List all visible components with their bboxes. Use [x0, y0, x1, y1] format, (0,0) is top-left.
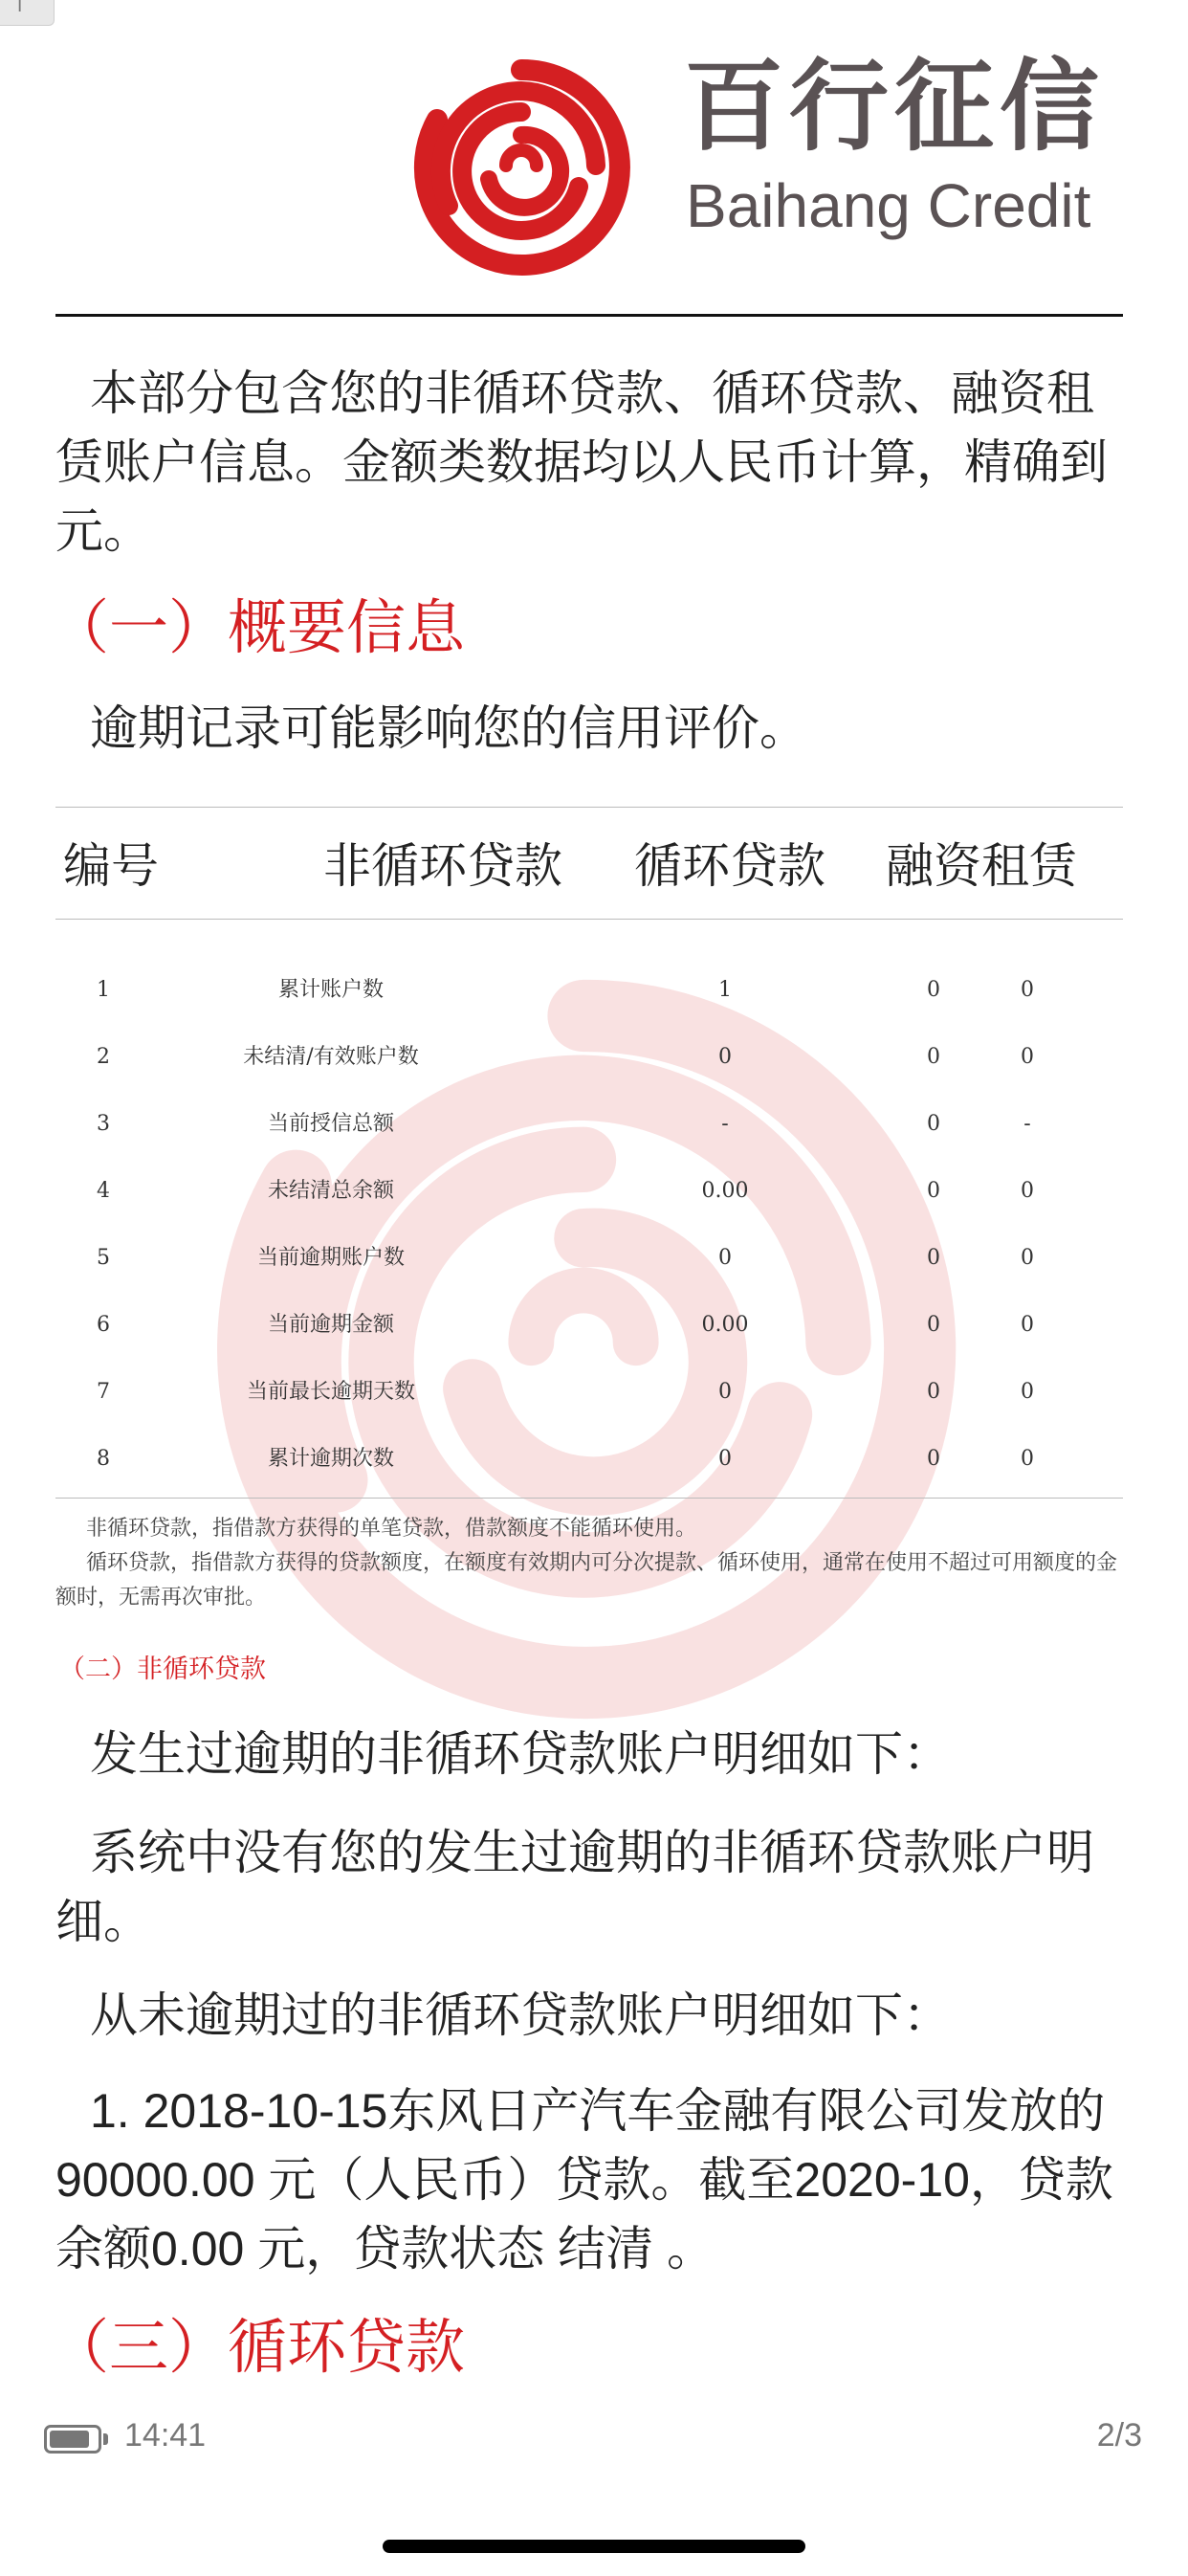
value-leasing: 0	[1021, 1447, 1034, 1471]
value-revolving: 0	[927, 1447, 940, 1471]
table-row	[55, 1024, 1123, 1091]
value-revolving: 0	[927, 1380, 940, 1404]
note-non-revolving: 非循环贷款，指借款方获得的单笔贷款，借款额度不能循环使用。	[86, 1517, 697, 1541]
row-number: 5	[97, 1246, 110, 1270]
table-row	[55, 1292, 1123, 1359]
battery-tip	[103, 2433, 108, 2445]
table-row	[55, 1158, 1123, 1225]
baihang-swirl-icon	[407, 53, 636, 282]
table-row	[55, 1091, 1123, 1158]
overdue-heading: 发生过逾期的非循环贷款账户明细如下：	[90, 1726, 951, 1782]
value-revolving: 0	[927, 1179, 940, 1203]
row-number: 3	[97, 1112, 110, 1136]
row-label: 当前授信总额	[267, 1112, 395, 1136]
row-label: 当前逾期金额	[267, 1313, 395, 1337]
table-row	[55, 1225, 1123, 1292]
value-leasing: 0	[1021, 1246, 1034, 1270]
note-revolving: 循环贷款，指借款方获得的贷款额度，在额度有效期内可分次提款、循环使用，通常在使用不超过可用额度的金额时，无需再次审批。	[55, 1551, 1118, 1610]
row-label: 当前最长逾期天数	[246, 1380, 416, 1404]
row-number: 1	[97, 978, 110, 1002]
value-non-revolving: 0	[718, 1045, 732, 1069]
row-label: 累计逾期次数	[267, 1447, 395, 1471]
home-indicator[interactable]	[383, 2540, 805, 2553]
value-leasing: 0	[1021, 1313, 1034, 1337]
header-divider	[55, 314, 1123, 317]
row-number: 7	[97, 1380, 110, 1404]
value-non-revolving: 0	[718, 1447, 732, 1471]
overdue-text: 系统中没有您的发生过逾期的非循环贷款账户明细。	[55, 1825, 1094, 1949]
value-revolving: 0	[927, 1246, 940, 1270]
page-indicator: 2/3	[1096, 2417, 1142, 2454]
value-leasing: 0	[1021, 1179, 1034, 1203]
value-non-revolving: 0.00	[701, 1179, 749, 1203]
battery-level	[50, 2431, 89, 2448]
table-bottom-border	[55, 1498, 1123, 1499]
logo-chinese-name: 百行征信	[684, 48, 1106, 165]
header-non-revolving: 非循环贷款	[323, 838, 562, 894]
row-number: 8	[97, 1447, 110, 1471]
table-row	[55, 1359, 1123, 1426]
value-leasing: -	[1023, 1112, 1031, 1136]
table-row	[55, 957, 1123, 1024]
summary-table-header	[55, 833, 1123, 909]
value-revolving: 0	[927, 1112, 940, 1136]
value-revolving: 0	[927, 1045, 940, 1069]
intro-paragraph: 本部分包含您的非循环贷款、循环贷款、融资租赁账户信息。金额类数据均以人民币计算，精确到元。	[55, 366, 1108, 559]
value-revolving: 0	[927, 978, 940, 1002]
normal-heading: 从未逾期过的非循环贷款账户明细如下：	[90, 1988, 951, 2043]
loan-record-item: 1. 2018-10-15东风日产汽车金融有限公司发放的 90000.00 元（人民币）贷款。截至2020-10，贷款余额0.00 元，贷款状态 结清 。	[55, 2084, 1113, 2276]
header-leasing: 融资租赁	[886, 838, 1077, 894]
value-non-revolving: 0	[718, 1380, 732, 1404]
baihang-logo	[407, 48, 1106, 273]
row-label: 未结清总余额	[267, 1179, 395, 1203]
value-non-revolving: 0.00	[701, 1313, 749, 1337]
row-label: 当前逾期账户数	[256, 1246, 406, 1270]
battery-icon	[44, 2425, 101, 2454]
value-non-revolving: 0	[718, 1246, 732, 1270]
logo-english-name: Baihang Credit	[686, 171, 1091, 240]
row-number: 4	[97, 1179, 110, 1203]
header-number: 编号	[63, 838, 159, 894]
value-revolving: 0	[927, 1313, 940, 1337]
value-leasing: 0	[1021, 1380, 1034, 1404]
row-number: 2	[97, 1045, 110, 1069]
row-number: 6	[97, 1313, 110, 1337]
row-label: 未结清/有效账户数	[243, 1045, 419, 1069]
section-title-non-revolving: （二）非循环贷款	[59, 1654, 266, 1684]
table-header-border	[55, 919, 1123, 920]
status-bar	[0, 2411, 1188, 2469]
section-title-revolving: （三）循环贷款	[50, 2312, 466, 2382]
summary-subtitle: 逾期记录可能影响您的信用评价。	[90, 700, 807, 756]
value-non-revolving: -	[721, 1112, 729, 1136]
clock-time: 14:41	[124, 2417, 207, 2454]
corner-tab[interactable]: I	[0, 0, 55, 26]
header-revolving: 循环贷款	[634, 838, 825, 894]
table-top-border	[55, 807, 1123, 808]
value-leasing: 0	[1021, 978, 1034, 1002]
section-title-summary: （一）概要信息	[50, 592, 466, 662]
row-label: 累计账户数	[277, 978, 385, 1002]
table-row	[55, 1426, 1123, 1493]
value-leasing: 0	[1021, 1045, 1034, 1069]
value-non-revolving: 1	[718, 978, 732, 1002]
